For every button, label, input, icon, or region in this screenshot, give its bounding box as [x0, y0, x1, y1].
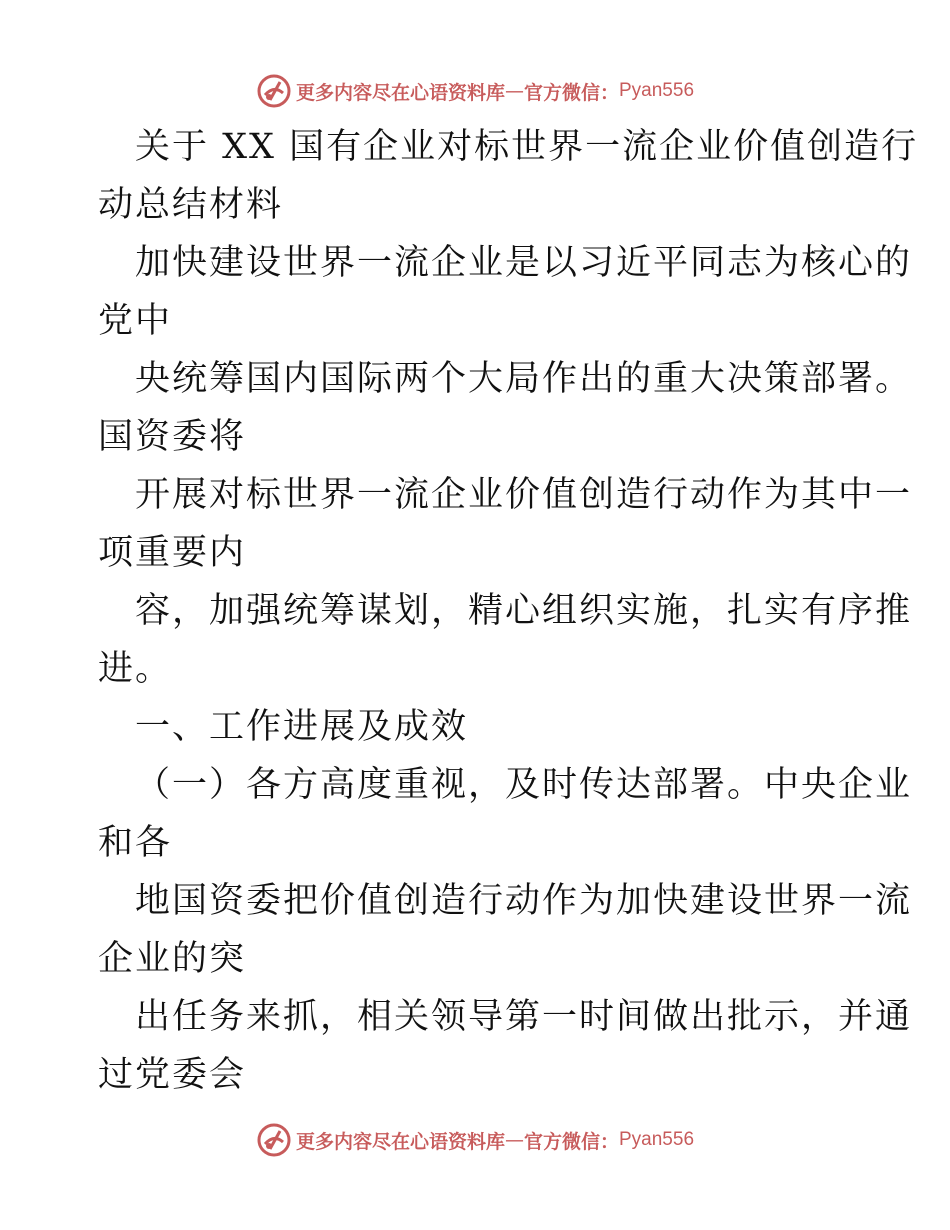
doc-line: 一、工作进展及成效: [135, 707, 469, 747]
doc-line: 项重要内: [98, 533, 247, 573]
doc-line: 企业的突: [98, 939, 247, 979]
doc-line: 地国资委把价值创造行动作为加快建设世界一流: [135, 881, 913, 921]
banner-text: 更多内容尽在心语资料库: [295, 81, 505, 104]
banner-wechat-id: Pyan556: [619, 80, 695, 101]
doc-line: 党中: [98, 301, 173, 341]
doc-line: 出任务来抓，相关领导第一时间做出批示，并通: [135, 997, 913, 1037]
doc-line: 央统筹国内国际两个大局作出的重大决策部署。: [135, 359, 913, 399]
doc-line: 容，加强统筹谋划，精心组织实施，扎实有序推: [135, 591, 913, 631]
doc-line: 动总结材料: [98, 185, 284, 225]
banner-separator: —: [504, 80, 524, 102]
doc-line: 进。: [98, 649, 173, 689]
doc-line: 加快建设世界一流企业是以习近平同志为核心的: [135, 243, 913, 283]
doc-line: （一）各方高度重视，及时传达部署。中央企业: [135, 765, 913, 805]
banner-separator: —: [504, 1129, 524, 1151]
banner-wechat-id: Pyan556: [619, 1129, 695, 1150]
banner-wechat-label: 官方微信：: [523, 1130, 619, 1153]
banner-text: 更多内容尽在心语资料库: [295, 1130, 505, 1153]
doc-line: 开展对标世界一流企业价值创造行动作为其中一: [135, 475, 913, 515]
banner-wechat-label: 官方微信：: [523, 81, 619, 104]
header-banner: [0, 71, 950, 111]
book-pen-logo-icon: [256, 73, 292, 109]
doc-line: 过党委会: [98, 1055, 247, 1095]
doc-line: 国资委将: [98, 417, 247, 457]
book-pen-logo-icon: [256, 1122, 292, 1158]
doc-line: 和各: [98, 823, 173, 863]
doc-line: 关于 XX 国有企业对标世界一流企业价值创造行: [135, 127, 919, 167]
footer-banner: [0, 1120, 950, 1160]
